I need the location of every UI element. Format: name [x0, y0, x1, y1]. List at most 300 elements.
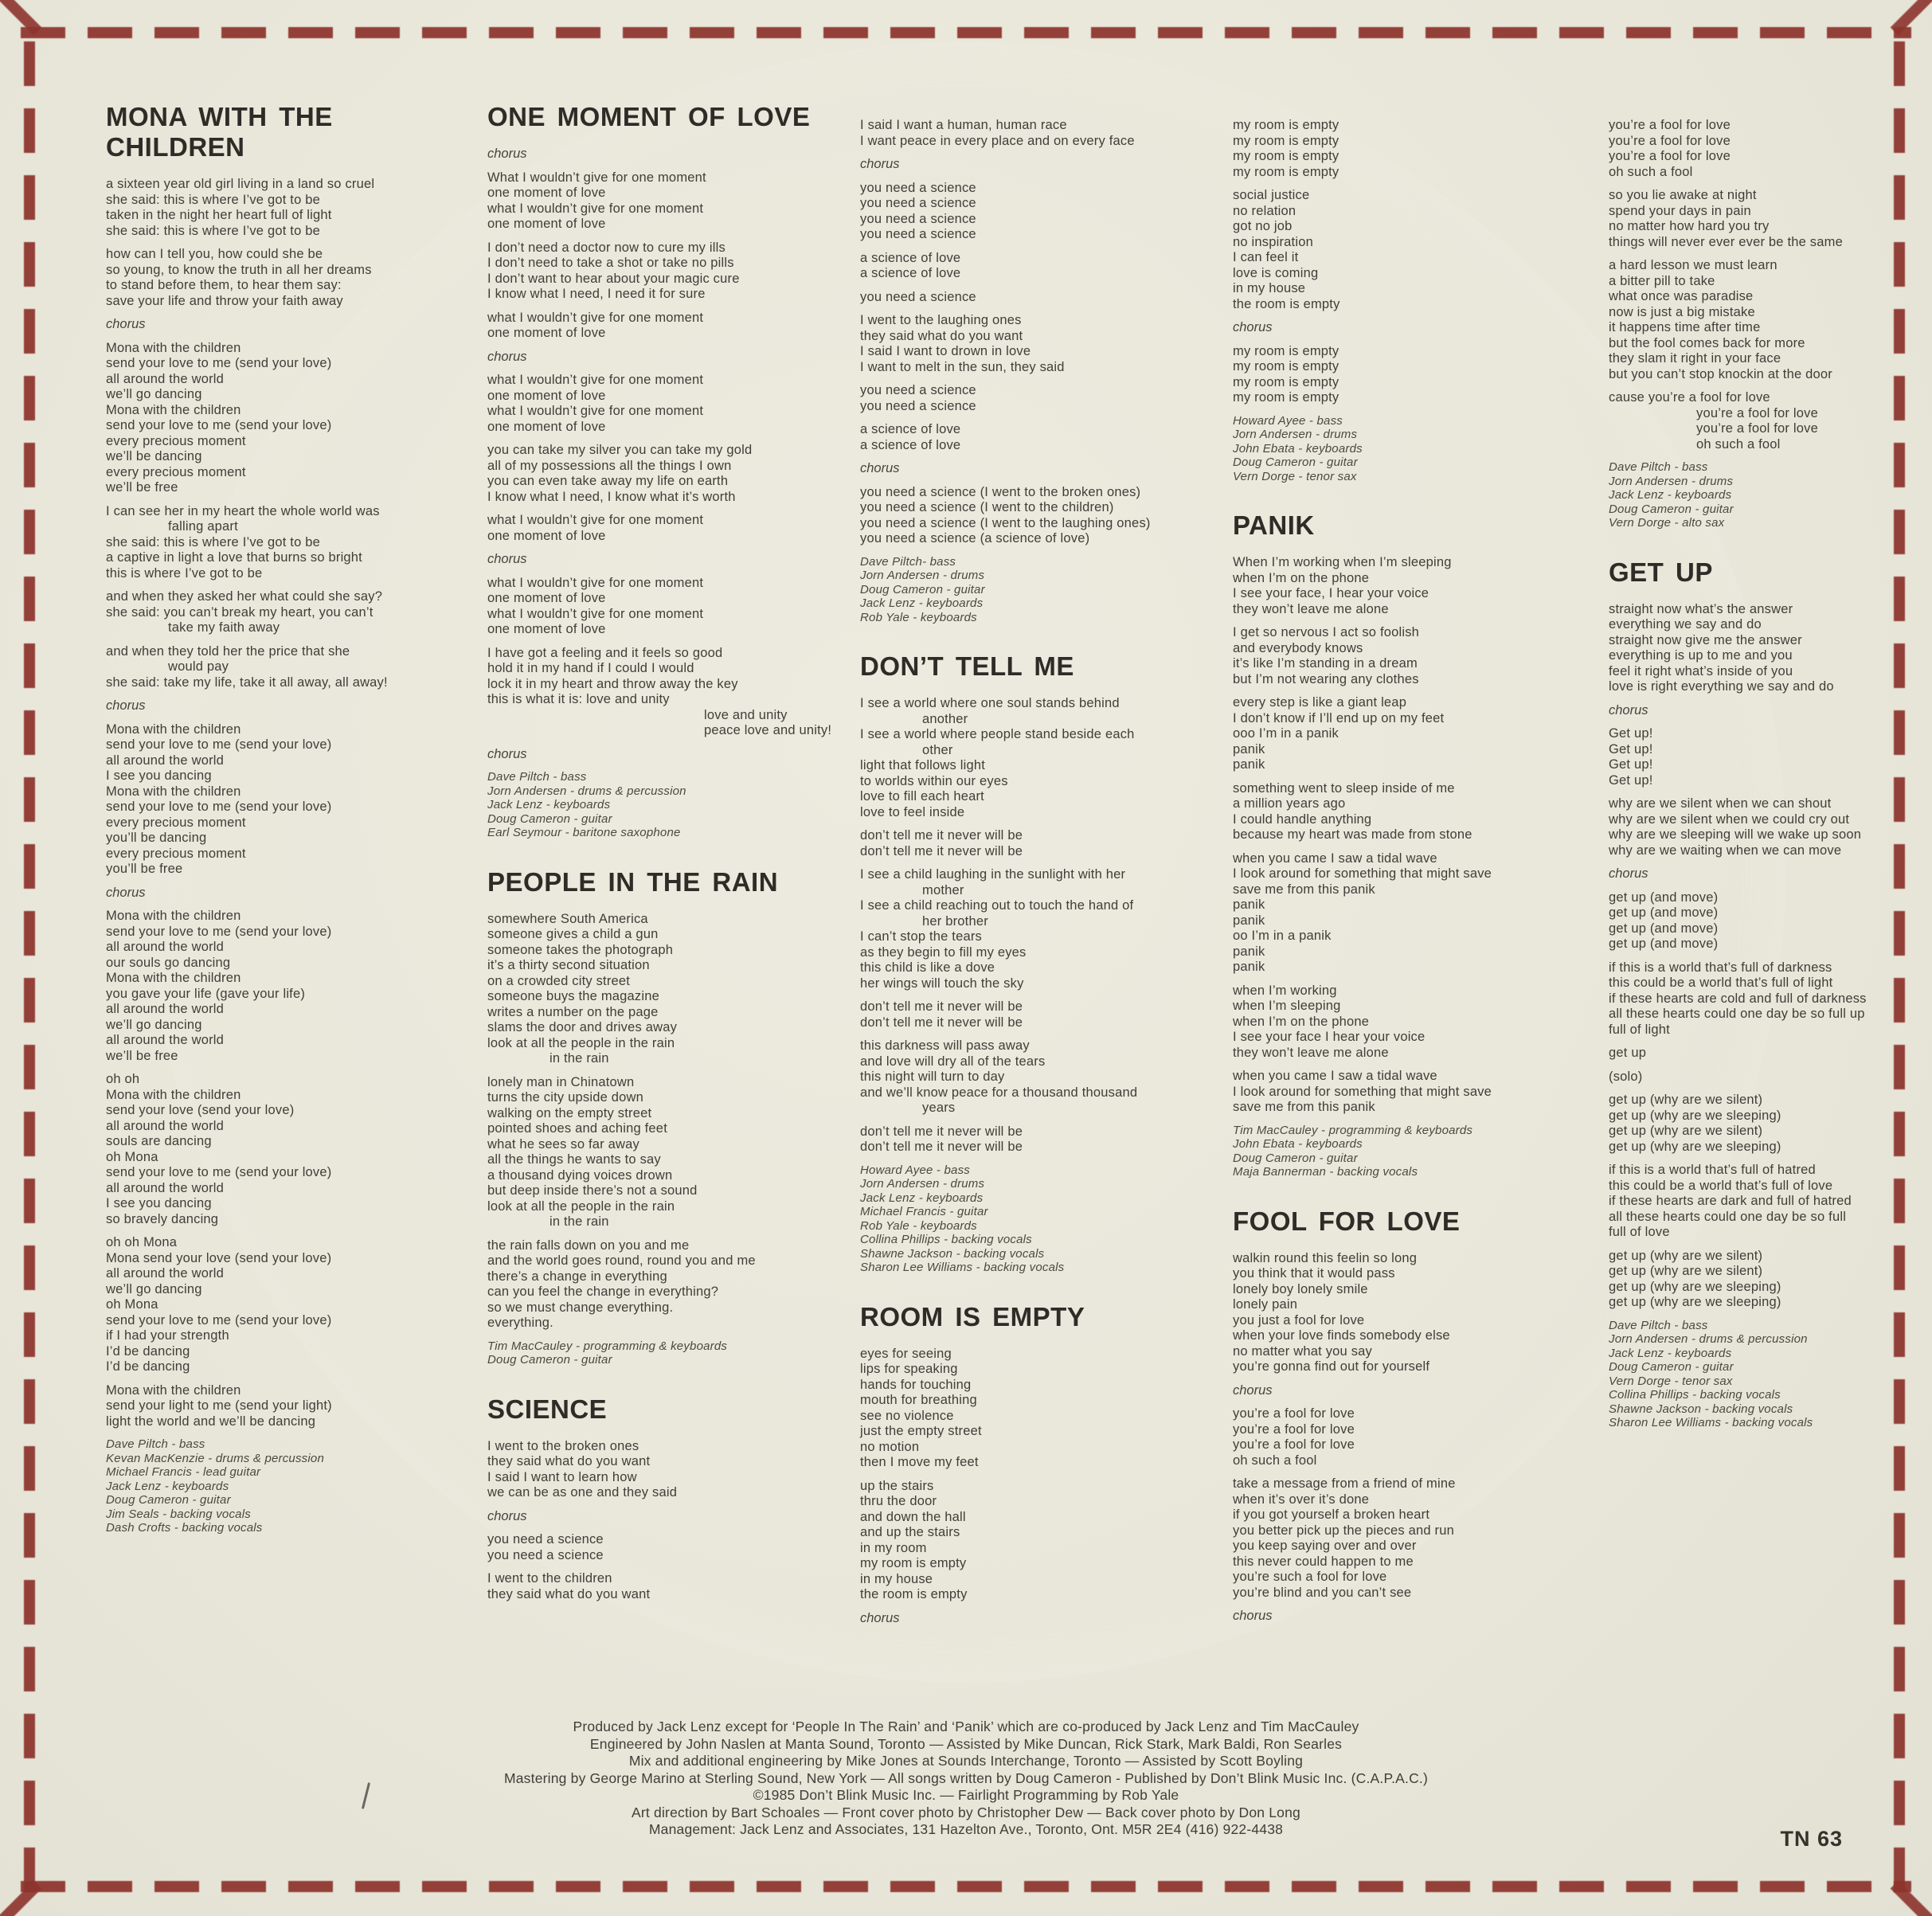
lyric-line: Howard Ayee - bass: [1233, 413, 1343, 428]
lyric-line: a science of love: [860, 437, 961, 452]
lyric-line: Rob Yale - keyboards: [860, 1218, 977, 1233]
lyric-line: a hard lesson we must learn: [1609, 258, 1778, 272]
lyric-line: you need a science: [860, 227, 976, 241]
lyric-line: panik: [1233, 960, 1265, 974]
lyric-line: Mona with the children: [106, 340, 241, 355]
lyric-line: a captive in light a love that burns so bright: [106, 550, 362, 565]
lyric-line: you think that it would pass: [1233, 1266, 1395, 1281]
chorus-label: chorus: [487, 1508, 527, 1523]
musician-credits: [106, 1437, 466, 1535]
lyric-stanza: [487, 1238, 847, 1331]
lyric-line: full of light: [1609, 1022, 1670, 1037]
lyric-line: lonely boy lonely smile: [1233, 1281, 1368, 1296]
lyric-stanza: [860, 290, 1223, 306]
lyric-line: What I wouldn’t give for one moment: [487, 170, 706, 185]
lyric-line: I can’t stop the tears: [860, 929, 982, 944]
lyric-line: Earl Seymour - baritone saxophone: [487, 826, 681, 839]
border-corner-mark: [0, 0, 41, 35]
lyric-line: all the things he wants to say: [487, 1152, 661, 1167]
lyric-line: Jorn Andersen - drums: [1609, 474, 1734, 488]
lyric-line: Dave Piltch- bass: [860, 554, 956, 569]
lyric-line: this night will turn to day: [860, 1069, 1005, 1084]
lyric-line: and the world goes round, round you and me: [487, 1253, 756, 1268]
lyric-stanza: [1609, 390, 1921, 452]
lyric-line: every step is like a giant leap: [1233, 695, 1407, 710]
lyric-line: every precious moment: [106, 846, 246, 861]
lyric-line: lock it in my heart and throw away the key: [487, 676, 738, 691]
lyric-line: John Ebata - keyboards: [1233, 441, 1363, 456]
lyric-stanza: [1233, 851, 1596, 976]
lyric-stanza: [860, 1124, 1223, 1155]
lyric-line: her brother: [922, 913, 988, 929]
lyric-line: I said I want a human, human race: [860, 118, 1067, 132]
lyric-line: all around the world: [106, 1266, 225, 1281]
lyric-line: taken in the night her heart full of light: [106, 208, 332, 222]
lyrics-column-3: [860, 102, 1223, 1634]
lyric-line: I said I want to learn how: [487, 1469, 637, 1484]
catalog-number: TN 63: [1780, 1827, 1843, 1851]
lyric-line: if these hearts are cold and full of darkness: [1609, 991, 1867, 1006]
lyric-line: ooo I’m in a panik: [1233, 726, 1339, 741]
lyric-line: oh such a fool: [1609, 164, 1693, 179]
lyric-line: what once was paradise: [1609, 289, 1754, 303]
lyric-line: I have got a feeling and it feels so good: [487, 645, 723, 660]
lyric-line: a bitter pill to take: [1609, 273, 1715, 288]
lyric-line: I see a world where one soul stands behind: [860, 696, 1120, 710]
lyric-stanza: [1609, 1249, 1921, 1311]
lyric-line: Get up!: [1609, 726, 1653, 741]
lyric-line: social justice: [1233, 188, 1310, 202]
lyrics-column-5: [1609, 102, 1921, 1438]
lyric-line: love and unity: [704, 707, 788, 722]
lyric-line: send your love to me (send your love): [106, 418, 332, 432]
lyric-line: send your love to me (send your love): [106, 737, 332, 752]
lyric-line: I see you dancing: [106, 1196, 212, 1210]
lyric-line: I don’t need to take a shot or take no pills: [487, 256, 734, 270]
lyric-line: Vern Dorge - alto sax: [1609, 516, 1725, 530]
lyric-stanza: [106, 589, 466, 636]
lyric-line: Dave Piltch - bass: [1609, 1318, 1708, 1332]
lyric-stanza: [1609, 1069, 1921, 1085]
lyric-stanza: [1233, 1069, 1596, 1116]
lyric-line: you need a science (I went to the children): [860, 500, 1114, 514]
lyric-line: I get so nervous I act so foolish: [1233, 625, 1420, 639]
lyric-stanza: [1233, 344, 1596, 406]
lyric-line: Kevan MacKenzie - drums & percussion: [106, 1451, 324, 1465]
lyric-line: she said: this is where I’ve got to be: [106, 534, 320, 549]
lyric-line: this could be a world that’s full of love: [1609, 1178, 1833, 1193]
lyric-stanza: [860, 1038, 1223, 1116]
lyric-line: panik: [1233, 897, 1265, 912]
lyric-line: we’ll go dancing: [106, 1017, 202, 1032]
lyric-line: turns the city upside down: [487, 1090, 643, 1105]
lyric-line: get up (why are we sleeping): [1609, 1108, 1781, 1123]
lyric-line: full of love: [1609, 1225, 1670, 1239]
lyric-line: in the rain: [549, 1051, 609, 1066]
lyric-line: the room is empty: [1233, 296, 1340, 311]
lyric-line: years: [922, 1101, 956, 1115]
lyric-stanza: [1609, 1093, 1921, 1155]
lyric-line: a science of love: [860, 266, 961, 280]
border-corner-mark: [1891, 0, 1932, 35]
footer-line: ©1985 Don’t Blink Music Inc. — Fairlight Programming by Rob Yale: [753, 1787, 1179, 1803]
lyric-stanza: [860, 181, 1223, 243]
lyric-line: you need a science: [860, 383, 976, 397]
lyric-stanza: [487, 443, 847, 505]
lyric-line: panik: [1233, 913, 1265, 928]
lyric-line: a thousand dying voices drown: [487, 1167, 673, 1183]
lyric-line: love to feel inside: [860, 804, 965, 819]
lyric-stanza: [1233, 555, 1596, 617]
chorus-label: chorus: [106, 317, 146, 331]
lyric-line: they said what do you want: [487, 1586, 651, 1601]
lyric-line: one moment of love: [487, 591, 606, 605]
lyric-stanza: [487, 646, 847, 739]
lyric-line: don’t tell me it never will be: [860, 1140, 1023, 1154]
lyric-line: somewhere South America: [487, 911, 648, 926]
lyric-line: lonely pain: [1233, 1297, 1298, 1312]
lyric-line: this is what it is: love and unity: [487, 692, 670, 706]
lyric-line: Jorn Andersen - drums & percussion: [487, 784, 686, 798]
lyric-stanza: [1233, 695, 1596, 773]
song-title: DON’T TELL ME: [860, 651, 1074, 681]
musician-credits: [1233, 414, 1596, 484]
footer-line: Art direction by Bart Schoales — Front cover photo by Christopher Dew — Back cover photo by Don Long: [632, 1804, 1300, 1820]
lyric-line: I see your face, I hear your voice: [1233, 586, 1429, 600]
lyric-line: one moment of love: [487, 419, 606, 434]
lyric-line: what I wouldn’t give for one moment: [487, 606, 704, 621]
lyric-line: what I wouldn’t give for one moment: [487, 310, 704, 325]
lyric-line: they said what do you want: [487, 1454, 651, 1468]
lyric-line: we can be as one and they said: [487, 1485, 678, 1500]
lyric-line: you’re a fool for love: [1609, 118, 1731, 132]
lyric-line: this child is like a dove: [860, 960, 995, 975]
lyric-line: they won’t leave me alone: [1233, 1045, 1389, 1060]
lyric-line: one moment of love: [487, 622, 606, 636]
lyric-stanza: [106, 1072, 466, 1227]
chorus-label: chorus: [860, 157, 900, 171]
lyric-line: I went to the laughing ones: [860, 313, 1022, 327]
lyric-stanza: [106, 341, 466, 496]
lyric-line: Michael Francis - guitar: [860, 1205, 988, 1218]
lyric-line: (solo): [1609, 1069, 1643, 1084]
lyric-line: eyes for seeing: [860, 1346, 952, 1361]
lyric-line: you need a science: [860, 289, 976, 304]
lyric-stanza: [1609, 726, 1921, 788]
lyric-line: Jack Lenz - keyboards: [487, 798, 611, 811]
lyric-line: get up (and move): [1609, 921, 1719, 936]
lyric-line: love is coming: [1233, 265, 1319, 280]
lyric-line: this could be a world that’s full of light: [1609, 976, 1833, 990]
lyric-line: Get up!: [1609, 741, 1653, 757]
lyric-line: you need a science: [860, 398, 976, 413]
lyric-line: I know what I need, I need it for sure: [487, 287, 706, 301]
lyric-stanza: [106, 1235, 466, 1375]
lyric-line: Jack Lenz - keyboards: [1609, 488, 1732, 502]
footer-credits: [0, 1719, 1932, 1839]
hand-drawn-border-top: [21, 27, 1911, 38]
lyric-line: Sharon Lee Williams - backing vocals: [860, 1261, 1065, 1274]
lyric-line: don’t tell me it never will be: [860, 1015, 1023, 1030]
lyric-line: oh Mona: [106, 1149, 158, 1164]
lyric-line: Dave Piltch - bass: [487, 770, 587, 784]
lyric-line: take my faith away: [168, 620, 280, 635]
lyric-line: Jack Lenz - keyboards: [106, 1479, 229, 1493]
lyric-line: this never could happen to me: [1233, 1554, 1414, 1569]
lyric-line: when I’m on the phone: [1233, 1014, 1370, 1029]
lyric-line: what I wouldn’t give for one moment: [487, 575, 704, 590]
lyric-line: send your love to me (send your love): [106, 1312, 332, 1328]
lyric-line: get up (why are we sleeping): [1609, 1279, 1781, 1294]
lyric-line: to worlds within our eyes: [860, 773, 1008, 788]
lyrics-column-4: [1233, 102, 1596, 1633]
lyric-line: get up (why are we sleeping): [1609, 1295, 1781, 1309]
lyric-line: save me from this panik: [1233, 1100, 1375, 1114]
lyric-line: she said: you can’t break my heart, you can’t: [106, 604, 373, 620]
footer-line: Mastering by George Marino at Sterling Sound, New York — All songs written by Doug Cameron - Published by Don’t Blink Music Inc. (C.A.P.A.C.): [503, 1769, 1429, 1786]
lyric-line: when I’m working: [1233, 983, 1337, 998]
lyric-line: oh oh Mona: [106, 1235, 178, 1249]
lyric-stanza: [106, 1383, 466, 1430]
lyric-line: one moment of love: [487, 388, 606, 403]
lyric-line: Mona with the children: [106, 971, 241, 985]
lyric-line: oh such a fool: [1696, 436, 1781, 452]
lyric-stanza: [1609, 796, 1921, 858]
lyric-line: but deep inside there’s not a sound: [487, 1183, 698, 1198]
lyric-line: send your love (send your love): [106, 1103, 295, 1117]
lyric-line: Mona with the children: [106, 1382, 241, 1398]
lyric-line: Mona with the children: [106, 1087, 241, 1102]
lyric-line: light that follows light: [860, 758, 986, 772]
lyric-line: Doug Cameron - guitar: [1233, 1151, 1358, 1165]
lyric-line: so you lie awake at night: [1609, 188, 1757, 202]
lyric-line: love to fill each heart: [860, 789, 984, 804]
lyric-line: I look around for something that might save: [1233, 866, 1492, 881]
lyric-line: cause you’re a fool for love: [1609, 390, 1770, 405]
lyric-stanza: [1609, 890, 1921, 952]
lyric-stanza: [1609, 1163, 1921, 1241]
chorus-label: chorus: [487, 349, 527, 364]
lyric-line: you can even take away my life on earth: [487, 474, 729, 488]
lyric-line: I don’t know if I’ll end up on my feet: [1233, 710, 1445, 725]
lyric-line: lonely man in Chinatown: [487, 1074, 635, 1089]
lyric-line: so young, to know the truth in all her dreams: [106, 262, 372, 277]
lyric-line: all around the world: [106, 1118, 225, 1133]
lyric-line: panik: [1233, 741, 1265, 757]
lyric-line: my room is empty: [1233, 359, 1339, 373]
lyric-line: when it’s over it’s done: [1233, 1492, 1370, 1507]
lyric-line: get up (and move): [1609, 890, 1719, 905]
lyric-line: to stand before them, to hear them say:: [106, 278, 342, 292]
lyric-line: Michael Francis - lead guitar: [106, 1465, 261, 1479]
lyric-line: it happens time after time: [1609, 320, 1761, 334]
song-title: ONE MOMENT OF LOVE: [487, 102, 811, 131]
lyric-line: I want peace in every place and on every face: [860, 133, 1135, 148]
lyric-line: Mona with the children: [106, 784, 241, 799]
lyric-line: I could handle anything: [1233, 811, 1372, 827]
lyric-line: When I’m working when I’m sleeping: [1233, 555, 1452, 569]
lyric-line: you’re a fool for love: [1696, 421, 1818, 436]
lyric-line: you keep saying over and over: [1233, 1539, 1417, 1553]
song-title: FOOL FOR LOVE: [1233, 1206, 1461, 1236]
lyric-line: someone gives a child a gun: [487, 927, 659, 941]
lyric-line: they said what do you want: [860, 328, 1023, 343]
lyric-line: Jack Lenz - keyboards: [860, 1191, 984, 1205]
lyric-line: I look around for something that might save: [1233, 1084, 1492, 1099]
lyric-line: I see a child reaching out to touch the hand of: [860, 898, 1134, 913]
lyric-line: Get up!: [1609, 757, 1653, 772]
lyric-line: Maja Bannerman - backing vocals: [1233, 1165, 1418, 1179]
lyric-stanza: [106, 177, 466, 239]
lyric-line: you’re a fool for love: [1696, 405, 1818, 420]
lyric-line: I can feel it: [1233, 250, 1299, 264]
lyric-line: straight now what’s the answer: [1609, 601, 1793, 616]
lyric-line: you need a science (a science of love): [860, 531, 1090, 545]
lyric-line: every precious moment: [106, 464, 246, 479]
footer-line: Produced by Jack Lenz except for ‘People In The Rain’ and ‘Panik’ which are co-produced by Jack Lenz and Tim MacCauley: [573, 1719, 1359, 1734]
lyric-stanza: [1233, 1251, 1596, 1375]
lyric-line: Tim MacCauley - programming & keyboards: [487, 1339, 728, 1353]
lyric-stanza: [487, 912, 847, 1067]
lyric-line: love is right everything we say and do: [1609, 679, 1834, 694]
lyric-line: something went to sleep inside of me: [1233, 780, 1455, 796]
lyric-line: my room is empty: [1233, 343, 1339, 358]
lyric-stanza: [487, 170, 847, 233]
lyric-line: I see your face I hear your voice: [1233, 1030, 1426, 1044]
lyric-line: all around the world: [106, 1180, 225, 1195]
lyric-line: you need a science (I went to the broken ones): [860, 484, 1141, 499]
lyric-line: why are we silent when we could cry out: [1609, 811, 1850, 827]
lyric-line: no matter how hard you try: [1609, 219, 1770, 233]
lyric-line: why are we waiting when we can move: [1609, 843, 1842, 858]
song-title: PANIK: [1233, 510, 1315, 540]
lyric-line: panik: [1233, 944, 1265, 959]
lyric-line: look at all the people in the rain: [487, 1198, 675, 1214]
lyric-stanza: [487, 1439, 847, 1501]
chorus-label: chorus: [487, 746, 527, 761]
lyric-line: mother: [922, 882, 964, 897]
lyric-line: can you feel the change in everything?: [487, 1285, 719, 1299]
lyric-line: what I wouldn’t give for one moment: [487, 404, 704, 418]
lyric-stanza: [1609, 258, 1921, 382]
lyric-line: Doug Cameron - guitar: [487, 1353, 612, 1367]
lyric-stanza: [1233, 983, 1596, 1062]
lyric-line: as they begin to fill my eyes: [860, 944, 1027, 960]
musician-credits: [1233, 1124, 1596, 1179]
lyric-line: get up (why are we silent): [1609, 1248, 1763, 1263]
lyric-line: Mona with the children: [106, 402, 241, 417]
chorus-label: chorus: [106, 885, 146, 900]
song-title: SCIENCE: [487, 1394, 608, 1424]
lyric-line: we’ll go dancing: [106, 387, 202, 401]
lyric-line: so we must change everything.: [487, 1300, 674, 1315]
lyric-line: save me from this panik: [1233, 882, 1375, 897]
lyric-line: send your love to me (send your love): [106, 356, 332, 370]
lyric-line: get up (why are we silent): [1609, 1093, 1763, 1107]
lyrics-column-1: [106, 102, 466, 1543]
footer-line: Engineered by John Naslen at Manta Sound, Toronto — Assisted by Mike Duncan, Rick Stark, Mark Baldi, Ron Searles: [589, 1735, 1343, 1752]
lyric-line: someone takes the photograph: [487, 942, 674, 957]
lyric-line: oo I’m in a panik: [1233, 929, 1332, 943]
lyric-line: if these hearts are dark and full of hatred: [1609, 1194, 1852, 1208]
lyric-line: Doug Cameron - guitar: [860, 582, 985, 596]
lyric-line: Jorn Andersen - drums & percussion: [1609, 1332, 1808, 1346]
lyrics-column-2: [487, 102, 847, 1610]
lyric-stanza: [1609, 188, 1921, 250]
lyric-line: and down the hall: [860, 1509, 966, 1524]
lyric-line: Mona send your love (send your love): [106, 1250, 332, 1265]
lyric-line: I see you dancing: [106, 768, 212, 783]
lyric-line: I don’t need a doctor now to cure my ills: [487, 240, 725, 255]
lyric-line: walkin round this feelin so long: [1233, 1250, 1418, 1265]
lyric-stanza: [860, 383, 1223, 414]
lyric-stanza: [487, 373, 847, 435]
lyric-line: walking on the empty street: [487, 1105, 652, 1120]
hand-drawn-border-left: [24, 27, 35, 1892]
lyric-stanza: [1233, 118, 1596, 180]
lyric-line: Doug Cameron - guitar: [487, 811, 612, 826]
lyric-line: all these hearts could one day be so full: [1609, 1209, 1847, 1224]
lyric-line: panik: [1233, 757, 1265, 772]
lyric-line: she said: this is where I’ve got to be: [106, 192, 320, 207]
lyric-line: we’ll be free: [106, 480, 178, 495]
lyric-stanza: [860, 696, 1223, 820]
border-corner-mark: [1891, 1881, 1932, 1916]
lyric-line: I’d be dancing: [106, 1359, 190, 1374]
lyric-line: don’t tell me it never will be: [860, 999, 1023, 1014]
lyric-line: how can I tell you, how could she be: [106, 247, 323, 261]
lyric-line: my room is empty: [1233, 164, 1339, 179]
lyric-line: in my house: [860, 1571, 933, 1586]
lyric-line: mouth for breathing: [860, 1393, 977, 1407]
lyric-line: a science of love: [860, 422, 961, 436]
lyric-line: I went to the broken ones: [487, 1438, 639, 1453]
lyric-stanza: [1609, 602, 1921, 695]
lyric-stanza: [860, 485, 1223, 547]
lyric-line: light the world and we’ll be dancing: [106, 1414, 316, 1429]
chorus-label: chorus: [1609, 702, 1648, 718]
lyric-line: oh Mona: [106, 1297, 158, 1312]
lyric-line: spend your days in pain: [1609, 203, 1751, 218]
lyric-line: you need a science: [860, 196, 976, 210]
lyric-line: Doug Cameron - guitar: [1609, 502, 1734, 516]
lyric-line: every precious moment: [106, 433, 246, 448]
lyric-line: my room is empty: [1233, 390, 1339, 405]
lyric-line: a science of love: [860, 250, 961, 265]
lyric-stanza: [106, 644, 466, 691]
lyric-line: I don’t want to hear about your magic cure: [487, 271, 740, 286]
lyric-line: slams the door and drives away: [487, 1020, 678, 1034]
chorus-label: chorus: [106, 698, 146, 713]
lyric-line: you better pick up the pieces and run: [1233, 1523, 1454, 1538]
lyric-line: if this is a world that’s full of hatred: [1609, 1163, 1816, 1177]
chorus-label: chorus: [860, 1610, 900, 1625]
lyric-line: someone buys the magazine: [487, 989, 659, 1003]
lyric-line: what I wouldn’t give for one moment: [487, 373, 704, 387]
lyric-line: the room is empty: [860, 1587, 968, 1601]
lyric-stanza: [860, 422, 1223, 453]
lyric-line: straight now give me the answer: [1609, 632, 1802, 647]
lyric-line: you’re a fool for love: [1609, 133, 1731, 148]
lyric-line: don’t tell me it never will be: [860, 828, 1023, 843]
lyric-line: one moment of love: [487, 528, 606, 543]
lyric-line: Mona with the children: [106, 721, 241, 737]
lyric-line: Vern Dorge - tenor sax: [1233, 469, 1357, 483]
lyric-line: look at all the people in the rain: [487, 1035, 675, 1050]
lyric-line: hold it in my hand if I could I would: [487, 661, 694, 675]
musician-credits: [1609, 1319, 1921, 1430]
lyric-line: you need a science: [487, 1547, 604, 1562]
